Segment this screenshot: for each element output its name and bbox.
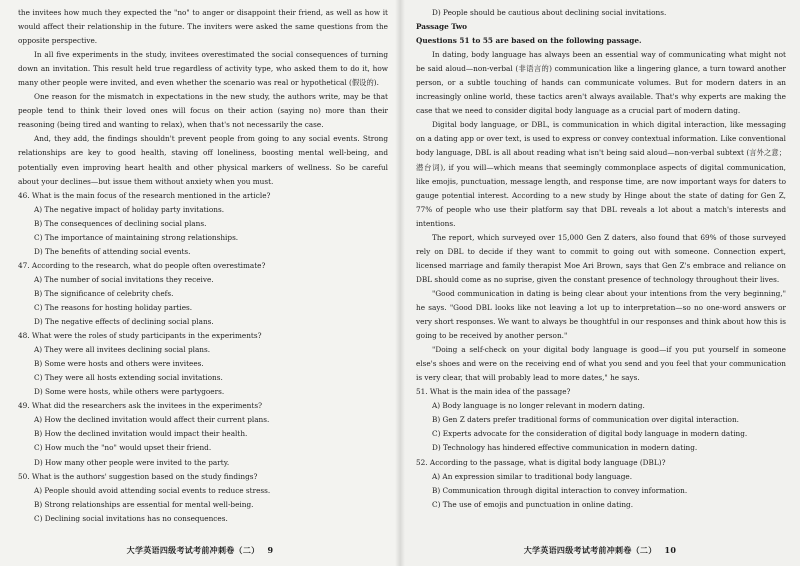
answer-option[interactable]: B) Gen Z daters prefer traditional forms of communication over digital interaction. [432, 415, 739, 425]
paragraph: And, they add, the findings shouldn't prevent people from going to any social events. Strong relationships are key to good health, staving off loneliness, boosting mental well-being, and potentially even improving heart health and other physical markers of wellness. So be careful about your declines—but issue them without anxiety when you must. [18, 134, 388, 186]
answer-option[interactable]: D) Technology has hindered effective communication in modern dating. [432, 443, 698, 453]
answer-option[interactable]: A) The negative impact of holiday party invitations. [34, 204, 225, 214]
page-footer [0, 545, 400, 556]
answer-option[interactable]: B) How the declined invitation would impact their health. [34, 429, 248, 439]
paragraph: One reason for the mismatch in expectations in the new study, the authors write, may be that people tend to think their loved ones will focus on their action (saying no) more than their reasoning (being tired and wanting to relax), when that's not necessarily the case. [18, 92, 388, 130]
paragraph: In dating, body language has always been an essential way of communicating what might not be said aloud—non-verbal (非语言的) communication like a lingering glance, a turn toward another person, or a subtle touching of hands can communicate volumes. But for modern daters in an increasingly online world, these tactics aren't always available. That's why experts are making the case that we need to consider digital body language as a crucial part of modern dating. [416, 50, 786, 116]
paragraph: "Good communication in dating is being clear about your intentions from the very beginning," he says. "Good DBL looks like not leaving a lot up to interpretation—so no one-word answers or very short responses. We want to always be thoughtful in our responses and think about how this is going to be received by another person." [416, 288, 786, 341]
answer-option[interactable]: C) How much the "no" would upset their friend. [34, 443, 212, 453]
answer-option[interactable]: D) The benefits of attending social events. [34, 246, 191, 256]
answer-option[interactable]: B) Some were hosts and others were invitees. [34, 359, 204, 369]
footer-title: 大学英语四级考试考前冲刺卷（二） [523, 545, 657, 555]
question-stem: 52. According to the passage, what is digital body language (DBL)? [416, 457, 666, 467]
answer-option[interactable]: C) The importance of maintaining strong relationships. [34, 232, 239, 242]
question-stem: 46. What is the main focus of the research mentioned in the article? [18, 190, 271, 200]
paragraph: "Doing a self-check on your digital body language is good—if you put yourself in someone else's shoes and were on the receiving end of what you send and you feel that your communication is very clear, that will probably lead to more dates," he says. [416, 345, 786, 383]
question-stem: 47. According to the research, what do people often overestimate? [18, 260, 266, 270]
answer-option[interactable]: D) How many other people were invited to the party. [34, 457, 230, 467]
answer-option[interactable]: A) The number of social invitations they receive. [34, 274, 214, 284]
answer-option[interactable]: C) The use of emojis and punctuation in online dating. [432, 499, 634, 509]
answer-option[interactable]: B) The significance of celebrity chefs. [34, 288, 174, 298]
paragraph: The report, which surveyed over 15,000 Gen Z daters, also found that 69% of those surveyed rely on DBL to decide if they want to commit to going out with someone. Connection expert, licensed marriage and family therapist Moe Ari Brown, says that Gen Z's embrace and reliance on DBL should come as no suprise, given the constant presence of technology throughout their lives. [416, 232, 786, 284]
answer-option[interactable]: B) Communication through digital interaction to convey information. [432, 485, 688, 495]
answer-option[interactable]: A) An expression similar to traditional body language. [432, 471, 633, 481]
right-page [400, 0, 800, 566]
answer-option[interactable]: A) How the declined invitation would affect their current plans. [34, 415, 270, 425]
answer-option[interactable]: D) People should be cautious about declining social invitations. [432, 8, 667, 17]
paragraph: In all five experiments in the study, invitees overestimated the social consequences of turning down an invitation. This result held true regardless of activity type, who asked them to do it, how many other people were invited, and even whether the scenario was real or hypothetical (假设的). [18, 50, 388, 88]
question-stem: 48. What were the roles of study participants in the experiments? [18, 331, 262, 341]
question-stem: 49. What did the researchers ask the invitees in the experiments? [18, 401, 262, 411]
answer-option[interactable]: A) People should avoid attending social events to reduce stress. [34, 485, 271, 495]
book-gutter [395, 0, 405, 566]
page-footer [400, 545, 800, 556]
footer-title: 大学英语四级考试考前冲刺卷（二） [126, 545, 260, 555]
paragraph: the invitees how much they expected the "no" to anger or disappoint their friend, as well as how it would affect their relationship in the future. The inviters were asked the same questions from the opposite perspective. [18, 8, 388, 46]
answer-option[interactable]: B) The consequences of declining social plans. [34, 218, 207, 228]
answer-option[interactable]: C) They were all hosts extending social invitations. [34, 373, 223, 383]
answer-option[interactable]: D) The negative effects of declining social plans. [34, 317, 214, 327]
passage-intro: Questions 51 to 55 are based on the following passage. [416, 36, 642, 46]
answer-option[interactable]: B) Strong relationships are essential for mental well-being. [34, 499, 254, 509]
question-stem: 50. What is the authors' suggestion based on the study findings? [18, 471, 258, 481]
answer-option[interactable]: A) Body language is no longer relevant in modern dating. [432, 401, 645, 411]
answer-option[interactable]: C) The reasons for hosting holiday parties. [34, 302, 193, 312]
question-stem: 51. What is the main idea of the passage? [416, 387, 571, 397]
answer-option[interactable]: A) They were all invitees declining social plans. [34, 345, 211, 355]
paragraph: Digital body language, or DBL, is communication in which digital interaction, like messaging on a dating app or over text, is used to express or convey contextual information. Like conventional body language, DBL is all about reading what isn't being said aloud—non-verbal subtext (言外之意；潜台词), if you will—which means that seemingly commonplace aspects of digital communication, like emojis, punctuation, message length, and response time, are now important ways for daters to gauge potential interest. According to a new study by Hinge about the state of dating for Gen Z, 77% of people who use their platform say that DBL reveals a lot about a match's interests and intentions. [416, 120, 786, 228]
passage-label: Passage Two [416, 22, 468, 32]
answer-option[interactable]: C) Declining social invitations has no consequences. [34, 513, 228, 523]
answer-option[interactable]: C) Experts advocate for the consideration of digital body language in modern dating. [432, 429, 748, 439]
page-number: 10 [664, 545, 677, 555]
answer-option[interactable]: D) Some were hosts, while others were partygoers. [34, 387, 225, 397]
page-number: 9 [267, 545, 274, 555]
